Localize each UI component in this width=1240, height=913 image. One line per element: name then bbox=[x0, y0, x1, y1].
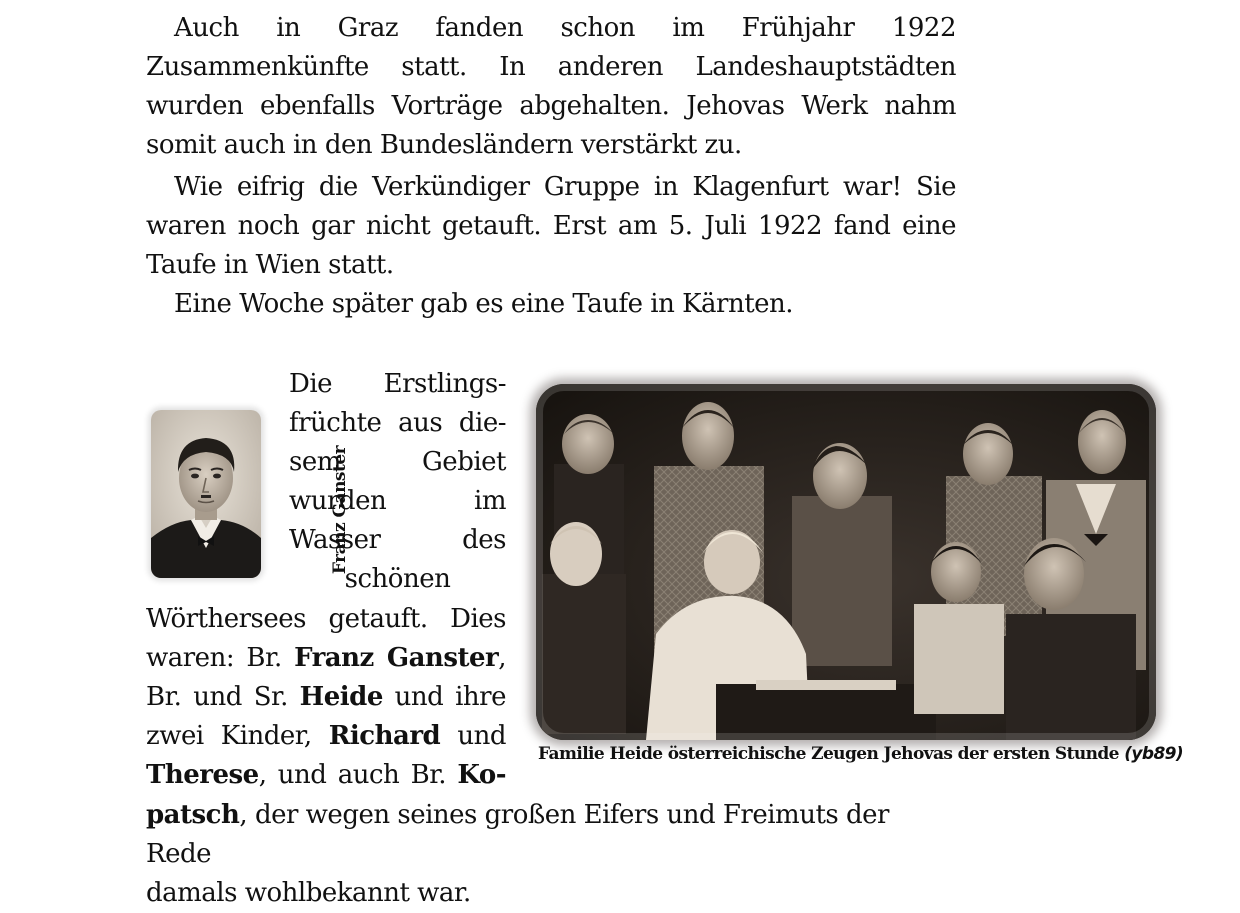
text-line: Wasser des bbox=[289, 525, 506, 555]
bottom-text-block bbox=[146, 796, 958, 913]
text-line: wurden im bbox=[289, 486, 506, 516]
text-line: damals wohlbekannt war. bbox=[146, 878, 471, 908]
photo-reference: (yb89) bbox=[1124, 744, 1184, 764]
name-kopatsch-part2: patsch bbox=[146, 800, 240, 830]
name-kopatsch-part1: Ko- bbox=[457, 760, 506, 790]
group-photo-illustration bbox=[536, 384, 1156, 740]
text-line: sem Gebiet bbox=[289, 447, 506, 477]
text-line: patsch, der wegen seines großen Eifers und Freimuts der Rede bbox=[146, 800, 889, 869]
text-line: schönen bbox=[344, 564, 451, 594]
left-text-block bbox=[146, 600, 506, 795]
narrow-text-block bbox=[289, 365, 506, 599]
group-photo bbox=[536, 384, 1156, 740]
text-line: Wörthersees getauft. Dies bbox=[146, 604, 506, 634]
portrait-illustration bbox=[151, 410, 261, 578]
paragraph-klagenfurt: Wie eifrig die Verkündiger Gruppe in Klagenfurt war! Sie waren noch gar nicht getauft. Erst am 5. Juli 1922 fand eine Taufe in Wien statt. bbox=[146, 172, 956, 280]
text-line: Br. und Sr. Heide und ihre bbox=[146, 682, 506, 712]
text-line: waren: Br. Franz Ganster, bbox=[146, 643, 506, 673]
portrait-caption: Franz Ganster bbox=[330, 445, 350, 575]
text-line: zwei Kinder, Richard und bbox=[146, 721, 506, 751]
name-franz-ganster: Franz Ganster bbox=[294, 643, 499, 673]
photo-caption: Familie Heide österreichische Zeugen Jehovas der ersten Stunde (yb89) bbox=[538, 744, 1184, 764]
text-line: Die Erstlings- bbox=[289, 369, 506, 399]
text-line: früchte aus die- bbox=[289, 408, 506, 438]
name-therese: Therese bbox=[146, 760, 259, 790]
paragraph-taufe-kaernten: Eine Woche später gab es eine Taufe in Kärnten. bbox=[174, 289, 794, 319]
paragraph-graz: Auch in Graz fanden schon im Frühjahr 1922 Zusammenkünfte statt. In anderen Landeshauptstädten wurden ebenfalls Vorträge abgehalten. Jehovas Werk nahm somit auch in den Bundesländern verstärkt zu. bbox=[146, 13, 956, 160]
name-richard: Richard bbox=[328, 721, 441, 751]
name-heide: Heide bbox=[299, 682, 383, 712]
portrait-photo bbox=[151, 410, 261, 578]
text-line: Therese, und auch Br. Ko- bbox=[146, 760, 506, 790]
